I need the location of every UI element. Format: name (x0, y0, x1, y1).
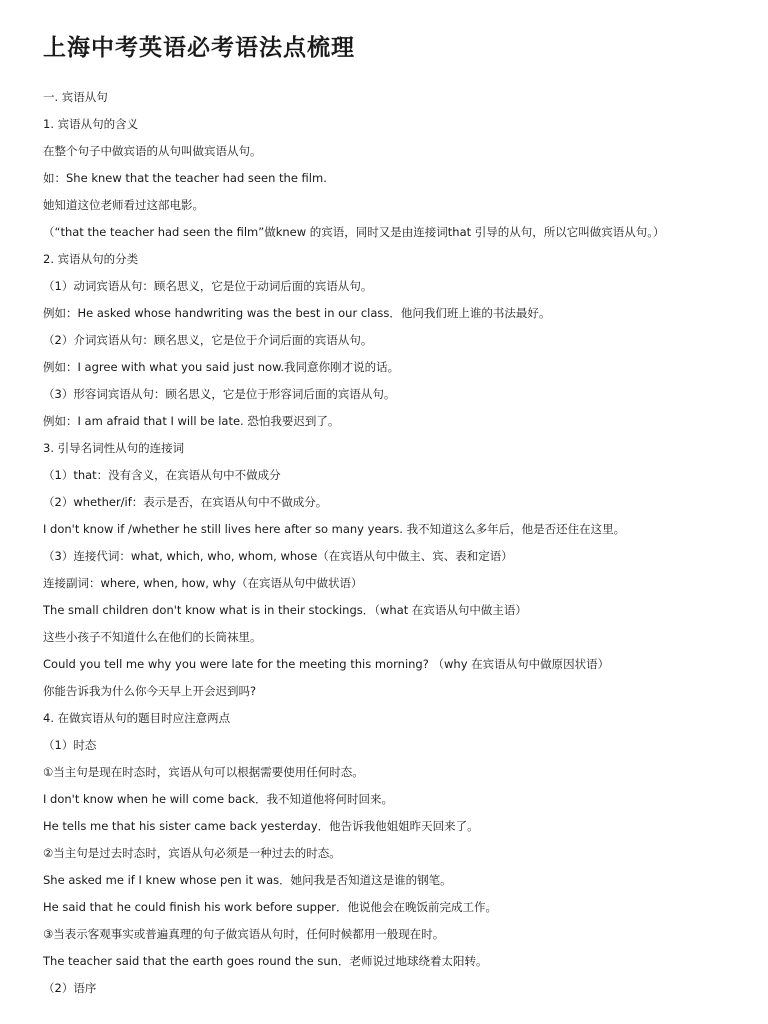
text-line: The small children don't know what is in their stockings．（what 在宾语从句中做主语） (43, 603, 527, 617)
text-line: 例如：I agree with what you said just now.我同意你刚才说的话。 (43, 360, 400, 374)
text-line: The teacher said that the earth goes round the sun．老师说过地球绕着太阳转。 (43, 954, 488, 968)
text-line: 1. 宾语从句的含义 (43, 117, 139, 131)
text-line: Could you tell me why you were late for the meeting this morning? （why 在宾语从句中做原因状语） (43, 657, 610, 671)
text-line: ②当主句是过去时态时，宾语从句必须是一种过去的时态。 (43, 846, 341, 860)
text-line: （2）语序 (43, 981, 97, 995)
text-line: 在整个句子中做宾语的从句叫做宾语从句。 (43, 144, 262, 158)
text-line: 4. 在做宾语从句的题目时应注意两点 (43, 711, 231, 725)
text-line: ①当主句是现在时态时，宾语从句可以根据需要使用任何时态。 (43, 765, 364, 779)
text-line: She asked me if I knew whose pen it was．她问我是否知道这是谁的钢笔。 (43, 873, 452, 887)
document-title: 上海中考英语必考语法点梳理 (43, 35, 355, 61)
text-line: He said that he could finish his work before supper．他说他会在晚饭前完成工作。 (43, 900, 498, 914)
text-line: 3. 引导名词性从句的连接词 (43, 441, 185, 455)
text-line: 2. 宾语从句的分类 (43, 252, 139, 266)
text-line: （3）连接代词：what, which, who, whom, whose（在宾语从句中做主、宾、表和定语） (43, 549, 513, 563)
text-line: （1）时态 (43, 738, 97, 752)
text-line: I don't know if /whether he still lives here after so many years. 我不知道这么多年后，他是否还住在这里。 (43, 522, 626, 536)
text-line: 你能告诉我为什么你今天早上开会迟到吗? (43, 684, 257, 698)
text-line: （3）形容词宾语从句：顾名思义，它是位于形容词后面的宾语从句。 (43, 387, 396, 401)
text-line: 她知道这位老师看过这部电影。 (43, 198, 204, 212)
text-line: 一. 宾语从句 (43, 90, 108, 104)
document-body (43, 84, 748, 1002)
text-line: 例如：He asked whose handwriting was the best in our class．他问我们班上谁的书法最好。 (43, 306, 551, 320)
text-line: （1）动词宾语从句：顾名思义，它是位于动词后面的宾语从句。 (43, 279, 373, 293)
text-line: （“that the teacher had seen the film”做knew 的宾语，同时又是由连接词that 引导的从句，所以它叫做宾语从句。） (43, 225, 665, 239)
document-page (43, 30, 748, 1002)
text-line: 例如：I am afraid that I will be late. 恐怕我要迟到了。 (43, 414, 340, 428)
text-line: 这些小孩子不知道什么在他们的长筒袜里。 (43, 630, 262, 644)
text-line: I don't know when he will come back．我不知道他将何时回来。 (43, 792, 394, 806)
text-line: 如：She knew that the teacher had seen the film. (43, 171, 327, 185)
text-line: 连接副词：where, when, how, why（在宾语从句中做状语） (43, 576, 363, 590)
text-line: （2）介词宾语从句：顾名思义，它是位于介词后面的宾语从句。 (43, 333, 373, 347)
text-line: ③当表示客观事实或普遍真理的句子做宾语从句时，任何时候都用一般现在时。 (43, 927, 445, 941)
text-line: （2）whether/if：表示是否，在宾语从句中不做成分。 (43, 495, 328, 509)
text-line: （1）that：没有含义，在宾语从句中不做成分 (43, 468, 281, 482)
text-line: He tells me that his sister came back yesterday．他告诉我他姐姐昨天回来了。 (43, 819, 479, 833)
